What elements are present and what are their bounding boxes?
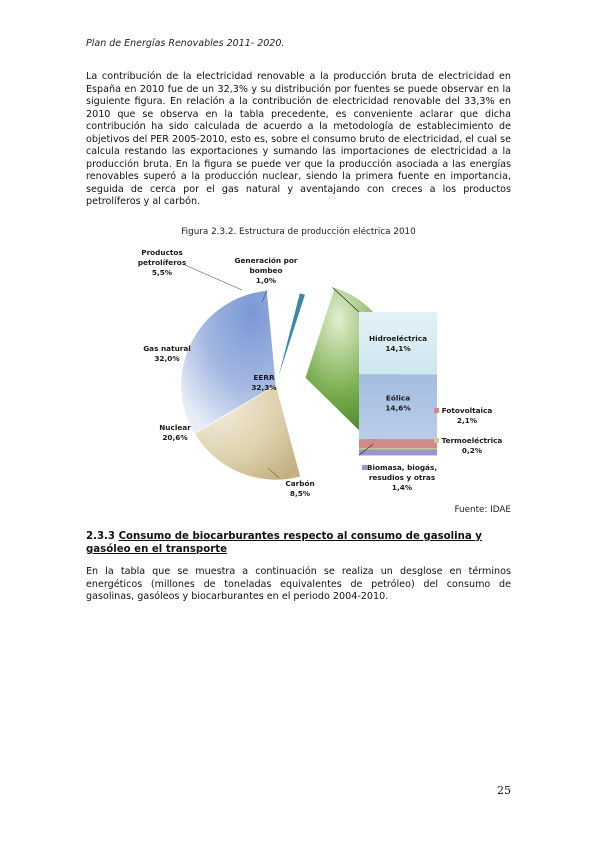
legend-label-termoelectrica: Termoeléctrica 0,2% <box>441 436 503 455</box>
body-paragraph-intro: La contribución de la electricidad renovable a la producción bruta de electricidad en España en 2010 fue de un 32,3% y su distribución por fuentes se puede observar en la siguiente figura. En relación a la contribución de electricidad renovable del 33,3% en 2010 que se observa en la tabla precedente, es conveniente aclarar que dicha contribución ha sido calculada de acuerdo a la metodología de establecimiento de objetivos del PER 2005-2010, esto es, sobre el consumo bruto de electricidad, el cual se calcula restando las exportaciones y sumando las importaciones de electricidad a la producción bruta. En la figura se puede ver que la producción asociada a las energías renovables superó a la producción nuclear, siendo la primera fuente en importancia, seguida de cerca por el gas natural y aventajando con creces a los productos petrolíferos y al carbón. <box>86 71 511 208</box>
pie-label-productos-petroliferos: Productos petrolíferos 5,5% <box>137 248 187 277</box>
breakdown-label-hidroelectrica: Hidroeléctrica 14,1% <box>368 334 428 354</box>
leader-productos-petroliferos <box>185 265 242 290</box>
breakdown-label-eolica: Eólica 14,6% <box>385 393 411 413</box>
breakdown-bar-fotovoltaica <box>359 439 437 448</box>
section-title: Consumo de biocarburantes respecto al consumo de gasolina y gasóleo en el transporte <box>86 531 482 555</box>
pie-label-gas-natural: Gas natural 32,0% <box>143 344 191 363</box>
pie-label-carbon: Carbón 8,5% <box>285 479 315 498</box>
legend-label-biomasa: Biomasa, biogás, resudios y otras 1,4% <box>366 463 438 492</box>
running-header: Plan de Energías Renovables 2011- 2020. <box>86 38 285 49</box>
figure-source: Fuente: IDAE <box>454 505 511 515</box>
page-number: 25 <box>497 784 511 797</box>
pie-label-nuclear: Nuclear 20,6% <box>159 423 191 442</box>
breakdown-bar-biomasa-biogas-resudios-y-otras <box>359 449 437 455</box>
legend-marker-termoelectrica <box>434 438 439 443</box>
section-heading <box>86 530 511 556</box>
section-number: 2.3.3 <box>86 531 116 542</box>
figure-caption: Figura 2.3.2. Estructura de producción eléctrica 2010 <box>181 227 416 237</box>
pie-label-generacion-por-bombeo: Generación por bombeo 1,0% <box>234 256 298 285</box>
legend-label-fotovoltaica: Fotovoltaica 2,1% <box>441 406 493 425</box>
pie-label-eerr: EERR 32,3% <box>251 373 277 392</box>
breakdown-bar-termoelectrica <box>359 448 437 449</box>
production-structure-pie-chart <box>86 240 516 502</box>
legend-marker-fotovoltaica <box>434 408 439 413</box>
body-paragraph-section: En la tabla que se muestra a continuación se realiza un desglose en términos energéticos (millones de toneladas equivalentes de petróleo) del consumo de gasolinas, gasóleos y biocarburantes en el periodo 2004-2010. <box>86 566 511 603</box>
